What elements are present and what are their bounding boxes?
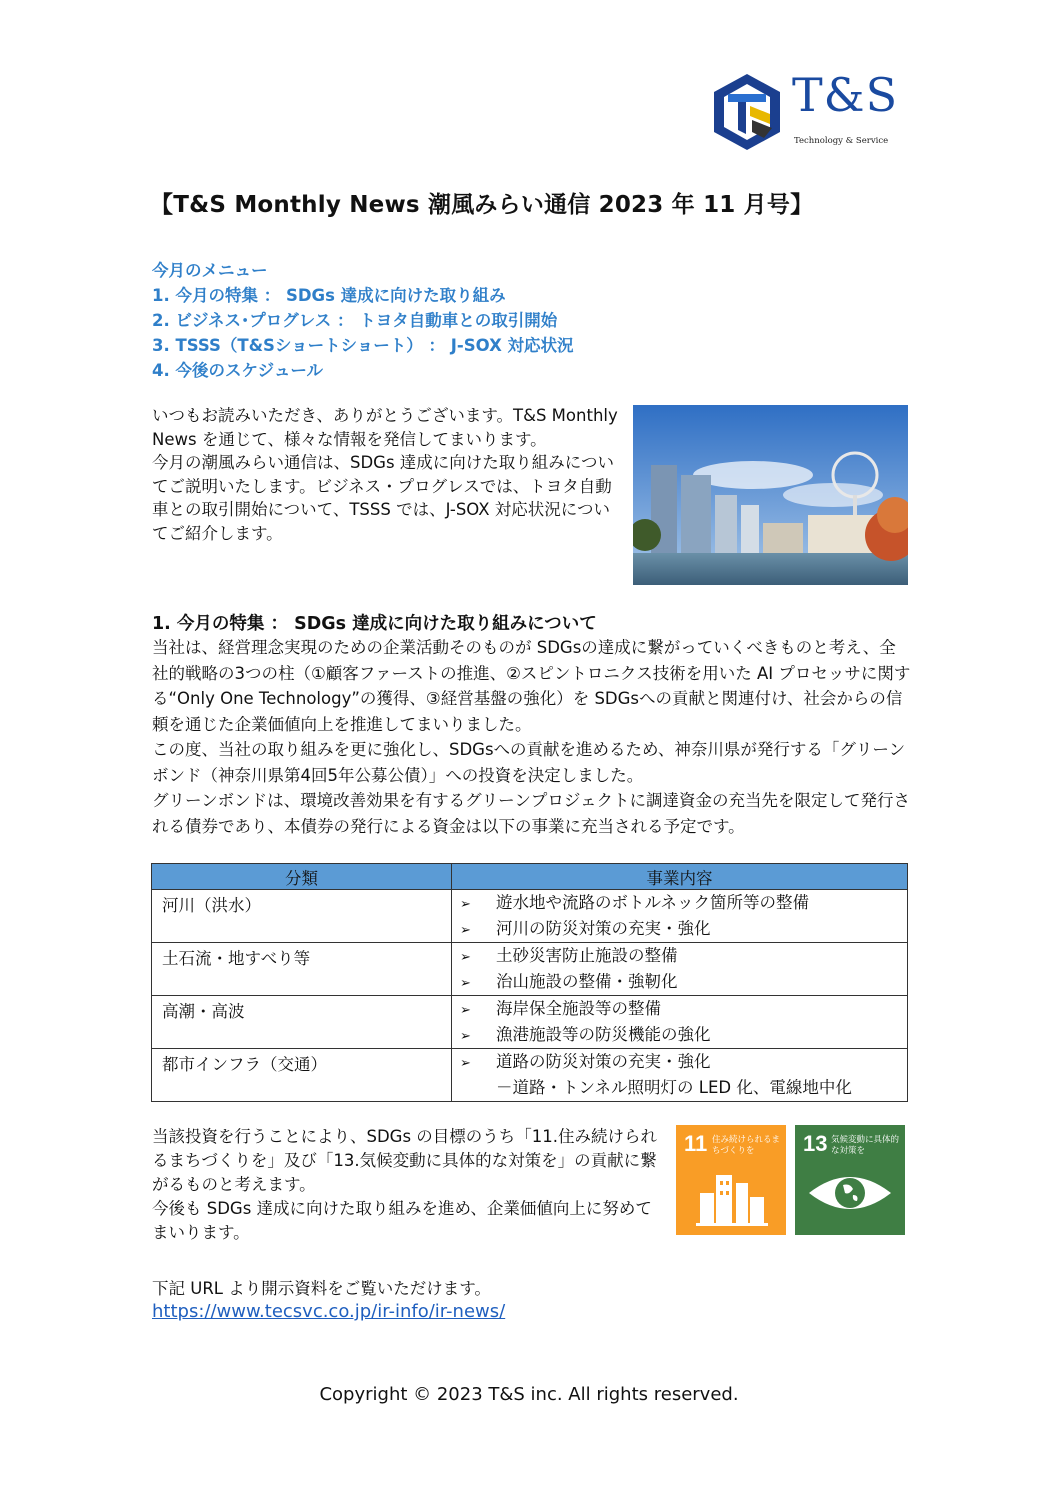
sdgs-paragraph: 当該投資を行うことにより、SDGs の目標のうち「11.住み続けられるまちづくりを」及び「13.気候変動に具体的な対策を」の貢献に繋がるものと考えます。 [152,1127,658,1194]
sdgs-text [152,1125,662,1245]
company-logo [712,68,912,152]
bullet-icon: ➢ [460,923,471,938]
table-item: 遊水地や流路のボトルネック箇所等の整備 [496,893,810,912]
table-row [152,1049,908,1102]
earth-eye-icon [795,1125,905,1235]
table-category: 高潮・高波 [152,996,452,1049]
cityscape-photo [633,405,908,585]
green-bond-table [151,863,908,1102]
sdg-label: 気候変動に具体的な対策を [831,1135,900,1156]
table-header: 事業内容 [452,864,908,890]
bullet-icon: ➢ [460,1003,471,1018]
table-items [452,943,908,996]
bullet-icon: ➢ [460,1056,471,1071]
ir-news-link[interactable]: https://www.tecsvc.co.jp/ir-info/ir-news/ [152,1301,506,1322]
table-item: 治山施設の整備・強靭化 [496,972,678,991]
menu-item: 3. TSSS（T&Sショートショート） ： J-SOX 対応状況 [152,336,574,355]
sdg-goal-13-tile [795,1125,905,1235]
intro-paragraph: 今月の潮風みらい通信は、SDGs 達成に向けた取り組みについてご説明いたします。ビジネス・プログレスでは、トヨタ自動車との取引開始について、TSSS では、J-SOX 対応状況についてご紹介します。 [152,453,614,543]
bullet-icon: ➢ [460,1029,471,1044]
sdg-number: 13 [803,1131,828,1156]
table-category: 都市インフラ（交通） [152,1049,452,1102]
menu-list [152,258,574,383]
bullet-icon: ➢ [460,950,471,965]
menu-item: 4. 今後のスケジュール [152,361,324,380]
table-row [152,890,908,943]
bullet-icon: ➢ [460,897,471,912]
table-row [152,943,908,996]
newsletter-title: 【T&S Monthly News 潮風みらい通信 2023 年 11 月号】 [150,192,814,218]
table-items [452,996,908,1049]
sdg-goal-11-tile [676,1125,786,1235]
table-items [452,890,908,943]
menu-item: 1. 今月の特集 ： SDGs 達成に向けた取り組み [152,286,506,305]
table-item-note: －道路・トンネル照明灯の LED 化、電線地中化 [496,1078,852,1097]
city-buildings-icon [676,1125,786,1235]
logo-mark-icon [712,72,782,152]
sdg-number: 11 [684,1131,708,1156]
url-intro-text: 下記 URL より開示資料をご覧いただけます。 [152,1279,491,1298]
menu-heading: 今月のメニュー [152,261,268,280]
table-category: 河川（洪水） [152,890,452,943]
table-items [452,1049,908,1102]
section-paragraph: グリーンボンドは、環境改善効果を有するグリーンプロジェクトに調達資金の充当先を限定して発行される債券であり、本債券の発行による資金は以下の事業に充当される予定です。 [152,791,911,836]
logo-text: T&S [792,68,899,122]
table-item: 海岸保全施設等の整備 [496,999,661,1018]
intro-text [152,404,622,545]
section-body [152,635,912,839]
intro-paragraph: いつもお読みいただき、ありがとうございます。T&S Monthly News を通じて、様々な情報を発信してまいります。 [152,406,618,449]
table-header: 分類 [152,864,452,890]
bullet-icon: ➢ [460,976,471,991]
table-item: 土砂災害防止施設の整備 [496,946,678,965]
logo-subtitle: Technology & Service [794,136,889,146]
table-item: 漁港施設等の防災機能の強化 [496,1025,711,1044]
table-row [152,996,908,1049]
sdg-label: 住み続けられるまちづくりを [712,1135,781,1156]
table-item: 道路の防災対策の充実・強化 [496,1052,711,1071]
section-paragraph: 当社は、経営理念実現のための企業活動そのものが SDGsの達成に繋がっていくべきものと考え、全社的戦略の3つの柱（①顧客ファーストの推進、②スピントロニクス技術を用いた AI プロセッサに関する“Only One Technology”の獲得、③経営基盤の強化）を SDGsへの貢献と関連付け、社会からの信頼を通じた企業価値向上を推進してまいりました。 [152,638,911,734]
table-item: 河川の防災対策の充実・強化 [496,919,711,938]
section-paragraph: この度、当社の取り組みを更に強化し、SDGsへの貢献を進めるため、神奈川県が発行する「グリーンボンド（神奈川県第4回5年公募公債）」への投資を決定しました。 [152,740,906,785]
section-heading: 1. 今月の特集 ： SDGs 達成に向けた取り組みについて [152,614,597,634]
sdgs-paragraph: 今後も SDGs 達成に向けた取り組みを進め、企業価値向上に努めてまいります。 [152,1199,652,1242]
copyright-footer: Copyright © 2023 T&S inc. All rights reserved. [319,1384,739,1405]
table-category: 土石流・地すべり等 [152,943,452,996]
menu-item: 2. ビジネス･プログレス ： トヨタ自動車との取引開始 [152,311,558,330]
